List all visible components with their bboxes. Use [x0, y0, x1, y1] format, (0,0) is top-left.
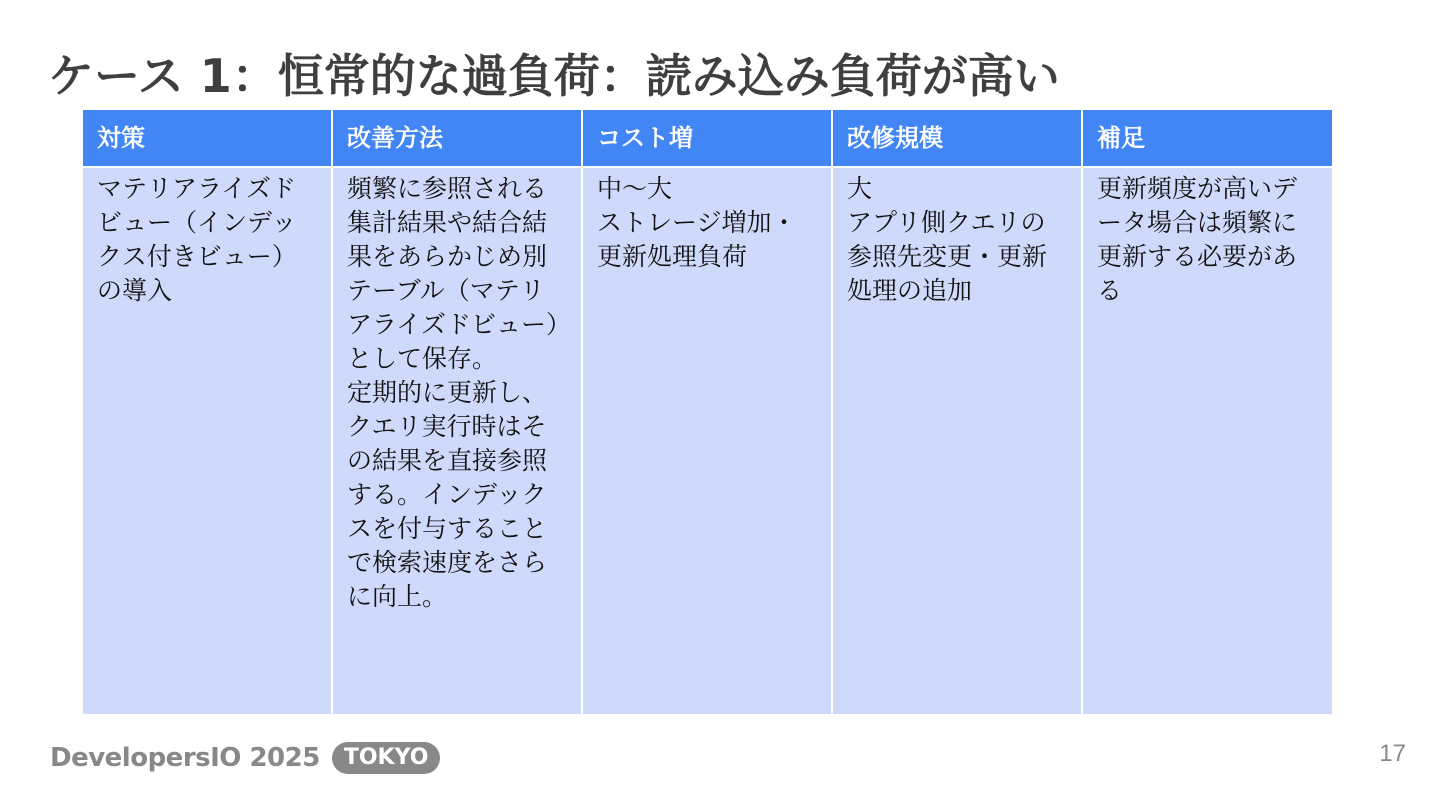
brand-logo-text: DevelopersIO 2025: [50, 743, 320, 773]
cell-modification-scale: 大 アプリ側クエリの参照先変更・更新処理の追加: [832, 167, 1082, 715]
brand-badge: TOKYO: [332, 742, 441, 774]
cell-improvement-method: 頻繁に参照される集計結果や結合結果をあらかじめ別テーブル（マテリアライズドビュー）として保存。 定期的に更新し、クエリ実行時はその結果を直接参照する。インデックスを付与することで検索速度をさらに向上。: [332, 167, 582, 715]
header-improvement-method: 改善方法: [332, 109, 582, 167]
cell-cost-increase: 中〜大 ストレージ増加・更新処理負荷: [582, 167, 832, 715]
table-row: [82, 167, 1333, 715]
comparison-table: [81, 108, 1334, 716]
header-notes: 補足: [1082, 109, 1333, 167]
slide-title: ケース 1：恒常的な過負荷：読み込み負荷が高い: [48, 49, 1060, 103]
cell-countermeasure: マテリアライズドビュー（インデックス付きビュー）の導入: [82, 167, 332, 715]
table-header-row: [82, 109, 1333, 167]
header-cost-increase: コスト増: [582, 109, 832, 167]
header-modification-scale: 改修規模: [832, 109, 1082, 167]
page-number: 17: [1379, 740, 1406, 767]
cell-notes: 更新頻度が高いデータ場合は頻繁に更新する必要がある: [1082, 167, 1333, 715]
header-countermeasure: 対策: [82, 109, 332, 167]
footer-brand: [50, 742, 440, 774]
